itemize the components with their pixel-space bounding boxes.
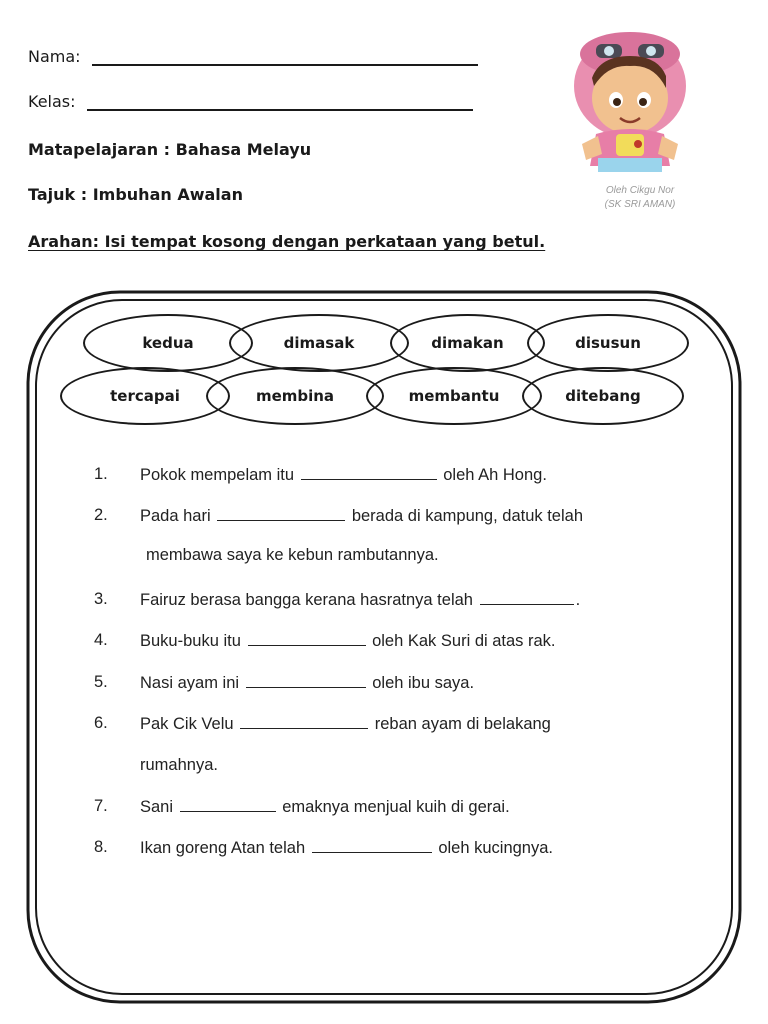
question-text: Sani	[140, 798, 174, 816]
question-text: oleh ibu saya.	[372, 674, 475, 692]
topic-line: Tajuk : Imbuhan Awalan	[28, 185, 243, 204]
question-number: 5.	[94, 673, 108, 691]
question-text: Pada hari	[140, 507, 211, 525]
word-oval: membina	[206, 367, 384, 425]
answer-blank[interactable]	[246, 673, 366, 688]
credit-line-2: (SK SRI AMAN)	[604, 199, 676, 210]
question-text: reban ayam di belakang	[374, 715, 551, 733]
question-text: Ikan goreng Atan telah	[140, 839, 306, 857]
question-text: rumahnya.	[140, 756, 218, 774]
word-oval: kedua	[83, 314, 253, 372]
question-text: Fairuz berasa bangga kerana hasratnya telah	[140, 591, 473, 609]
class-label: Kelas:	[28, 92, 76, 111]
question-number: 1.	[94, 465, 108, 483]
answer-blank[interactable]	[180, 797, 276, 812]
question-number: 6.	[94, 714, 108, 732]
instruction-line: Arahan: Isi tempat kosong dengan perkataan yang betul.	[28, 232, 546, 251]
question-text: berada di kampung, datuk telah	[351, 507, 583, 525]
question-text: Nasi ayam ini	[140, 674, 240, 692]
question-number: 4.	[94, 631, 108, 649]
word-oval: membantu	[366, 367, 542, 425]
credit-line-1: Oleh Cikgu Nor	[605, 185, 675, 196]
question-text: emaknya menjual kuih di gerai.	[282, 798, 510, 816]
subject-line: Matapelajaran : Bahasa Melayu	[28, 140, 312, 159]
word-oval: dimakan	[390, 314, 545, 372]
answer-blank[interactable]	[248, 631, 366, 646]
answer-blank[interactable]	[240, 714, 368, 729]
question-text: Pak Cik Velu	[140, 715, 234, 733]
name-label: Nama:	[28, 47, 81, 66]
question-number: 2.	[94, 506, 108, 524]
answer-blank[interactable]	[312, 838, 432, 853]
question-text: oleh Kak Suri di atas rak.	[372, 632, 556, 650]
question-text: Buku-buku itu	[140, 632, 241, 650]
word-oval: tercapai	[60, 367, 230, 425]
question-text: .	[575, 591, 581, 609]
word-oval: ditebang	[522, 367, 684, 425]
question-text: oleh Ah Hong.	[443, 466, 547, 484]
question-number: 8.	[94, 838, 108, 856]
answer-blank[interactable]	[217, 506, 345, 521]
answer-blank[interactable]	[301, 465, 437, 480]
question-text: oleh kucingnya.	[438, 839, 553, 857]
question-number: 3.	[94, 590, 108, 608]
question-text: membawa saya ke kebun rambutannya.	[146, 546, 439, 564]
question-number: 7.	[94, 797, 108, 815]
question-text: Pokok mempelam itu	[140, 466, 295, 484]
answer-blank[interactable]	[480, 590, 574, 605]
word-oval: dimasak	[229, 314, 409, 372]
word-oval: disusun	[527, 314, 689, 372]
